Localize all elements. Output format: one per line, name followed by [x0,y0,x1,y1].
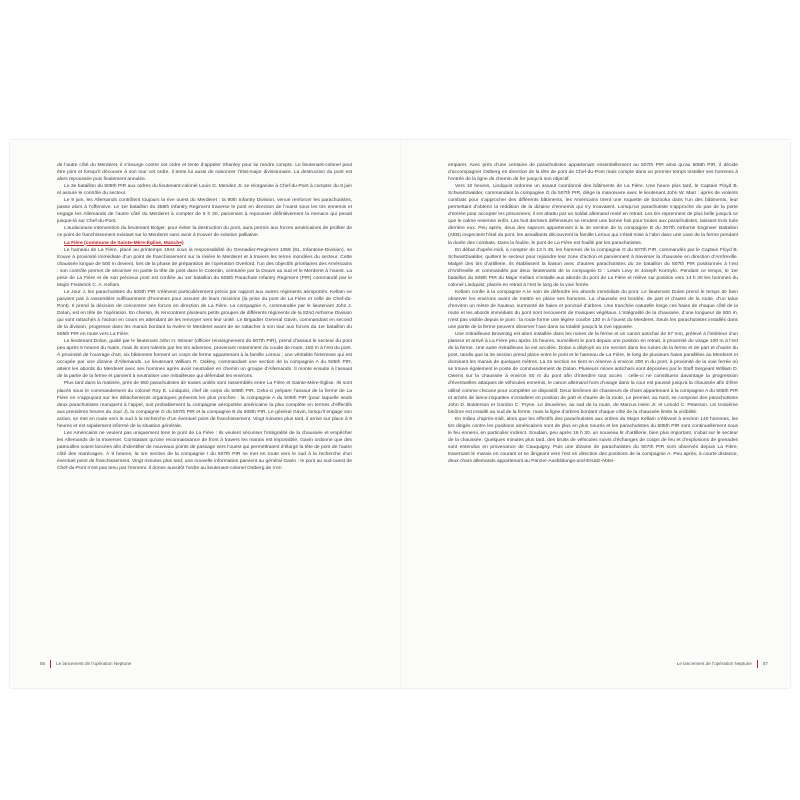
page-number: 57 [762,661,768,666]
right-page [400,140,790,688]
page-number: 56 [40,661,46,666]
body-paragraph: Le 9 juin, les Allemands contrôlent toujours la rive ouest du Merderet : la 90th Infantry Division, venue renforcer les parachutistes, passe alors à l’offensive. Le 1er bataillon du 358th Infantry Regiment traverse le pont en direction de l’ouest sous les tirs ennemis et engage les Allemands de l’autre côté du Merderet à compter de 5 h 30, parvenant à repousser définitivement la menace qui pesait jusque-là sur Chef-du-Pont. [57,198,352,225]
body-paragraph: Plus tard dans la matinée, près de 550 parachutistes de toutes unités sont rassemblés entre La Fière et Sainte-Mère-Église. Ils sont placés sous le commandement du colonel Roy E. Lindquist, chef de corps du 508th PIR. Celui-ci prépare l’assaut de la ferme de La Fière en s’appuyant sur les détachements organiques présents les plus proches : la compagnie A du 505th PIR (pour laquelle seuls deux parachutistes manquent à l’appel, soit probablement la compagnie aéroportée américaine la plus complète en termes d’effectifs aux premières heures du Jour J), la compagnie G du 507th PIR et la compagnie B du 508th PIR. Le général Gavin, lorsqu’il engage son action, se met en route vers le sud à la recherche d’un éventuel point de franchissement. Vingt minutes plus tard, il arrive sur place à 9 heures et est rapidement informé de la situation générale. [57,381,352,429]
body-paragraph: Vers 10 heures, Lindquist ordonne un assaut coordonné des bâtiments de La Fière. Une heure plus tard, le Captain Floyd B. Schwartzwalder, commandant la compagnie G du 507th PIR, dirige la manœuvre avec le lieutenant John W. Marr : après de violents combats pour s’approcher des différents bâtiments, les Américains tirent une roquette de bazooka dans l’un des bâtiments, leur permettant d’obtenir la reddition de la dizaine d’ennemis qui s’y trouvaient. Lorsqu’un parachutiste s’approche du pas de la porte d’entrée pour accepter les prisonniers, il est abattu par un soldat allemand resté en retrait. Les tirs reprennent de plus belle jusqu’à ce que le calme revienne enfin. Les huit derniers défenseurs se rendent une bonne fois pour toutes aux parachutistes, laissant trois tués derrière eux. Peu après, deux des sapeurs appartenant à la 3e section de la compagnie B du 307th Airborne Engineer Battalion (AEB) inspectent l’état du pont, les assaillants découvrent la famille Leroux qui s’était mise à l’abri dans une cave de la ferme pendant la durée des combats. Dans la foulée, le pont de La Fière est fouillé par les parachutistes. [448,184,738,246]
body-paragraph: Les Américains ne veulent pas uniquement tenir le pont de La Fière : ils veulent sécuriser l’intégralité de la chaussée et empêcher les Allemands de la traverser. Constatant qu’une reconnaissance de front à travers les marais est impossible, Gavin ordonne que des patrouilles soient lancées afin d’identifier de nouveaux points de passage vers l’ouest qui permettraient d’élargir la tête de pont de l’autre côté des marécages. À 9 heures, la 1re section de la compagnie I du 507th PIR se met en route vers le sud à la recherche d’un éventuel point de franchissement. Vingt minutes plus tard, une nouvelle information parvient au général Gavin : le pont au sud-ouest de Chef-du-Pont n’est pas tenu par l’ennemi. Il donne aussitôt l’ordre au lieutenant-colonel Ostberg de s’en [57,430,352,472]
body-paragraph: Le hameau de La Fière, placé au printemps 1944 sous la responsabilité du Grenadier-Regiment 1058 (91. Infanterie-Division), se trouve à proximité immédiate d’un point de franchissement sur la rivière le Merderet et à travers les terres inondées du secteur. Cette chaussée longue de 500 m devient, lors de la phase de préparation de l’opération Overlord, l’un des objectifs prioritaires des Américains : son contrôle permet de sécuriser en partie la tête de pont dans le Cotentin, ceinturée par la Douve au sud et le Merderet à l’ouest. La prise de La Fière et de son précieux pont est confiée au 1er bataillon du 505th Parachute Infantry Regiment (PIR) commandé par le Major Frederick C. A. Kellam. [57,247,352,288]
running-title: Le lancement de l’opération Neptune [676,661,752,666]
body-paragraph: En milieu d’après-midi, alors que les effectifs des parachutistes aux ordres du Major Kellam s’élèvent à environ 140 hommes, les tirs dirigés contre les positions américaines sont de plus en plus nourris et les parachutistes du 505th PIR sont continuellement sous le feu ennemi, en particulier indirect. Soudain, peu après 16 h 30, un nouveau tir d’artillerie, bien plus important, s’abat sur le secteur de la chaussée. Quelques minutes plus tard, des bruits de véhicules suivis d’échanges de coups de feu et d’explosions de grenades sont entendus en provenance de Cauquigny. Puis une dizaine de parachutistes du 507th PIR sont observés depuis La Fière, traversant le marais en courant et se dirigeant vers l’est en direction des positions de la compagnie A. Peu après, à courte distance, deux chars allemands appartenant au Panzer-Ausbildungs-und-Ersatz-Abtei- [448,416,738,464]
left-text-column [57,162,352,472]
footer-divider [50,660,51,668]
body-paragraph: Le Jour J, les parachutistes du 505th PIR s’élèvent particulièrement précis par rapport aux autres régiments aéroportés. Kellam ne parvient pas à rassembler suffisamment d’hommes pour assurer de leurs missions (la prise du pont de La Fière et celle de Chef-du-Pont). Il prend la décision de concentrer ses forces en direction de La Fière. La compagnie A, commandée par le lieutenant John J. Dolan, est en tête de l’opération. En chemin, ils rencontrent plusieurs petits groupes de différents régiments de la 82nd Airborne Division qui sont rattachés à l’action en cours en attendant de les renvoyer vers leur unité. Le Brigadier General Gavin, commandant en second de la division, progresse dans les marais bordant la rivière le Merderet avant de se rattacher à son tour aux forces du 1er bataillon du 505th PIR en route vers La Fière. [57,289,352,338]
body-paragraph: Une mitrailleuse Browning est alors installée dans les ruines de la ferme et un canon antichar de 57 mm, prélevé à l’intérieur d’un planeur et arrivé à La Fière peu après 15 heures, surveillent le pont depuis une position en retrait, à proximité du virage 100 m à l’est de la ferme. Une autre mitrailleuse lui est accolée. Dolan a déployé sa 1re section dans les ruines de la ferme et de part et d’autre du pont, tandis que la 3e section prend place entre le pont et le hameau de La Fière, le long de plusieurs haies parallèles au Merderet et dominant les marais de quelques mètres. La 2e section se tient en réserve à environ 300 m du pont, à proximité de la voie ferrée où se trouve également le poste de commandement de Dolan. Plusieurs mines antichars sont déposées par le Staff Sergeant William D. Owens sur la chaussée à environ 50 m du pont afin d’interdire tout accès : celle-ci ne constituera davantage la progression d’éventuelles attaques de véhicules ennemis, le canon allemand hors d’usage dans la cour est poussé jusqu’à la chaussée afin d’être utilisé comme chicane pour compléter ce dispositif. Deux binômes de chasseurs de chars appartenant à la compagnie A du 505th PIR et armés de lance-roquettes s’installent en position de part et d’autre de la route. Le premier, au nord, se compose des parachutistes John D. Bolderson et Gordon C. Pryne. Le deuxième, au sud de la route, de Marcus Heim Jr. et Lenold C. Peterson. Un troisième binôme est installé au sud de la ferme, mais la ligne d’arbres bordant chaque côté de la chaussée limite la visibilité. [448,332,738,415]
right-footer [677,660,768,668]
section-heading: La Fière (commune de Sainte-Mère-Église, Manche) [64,240,184,246]
left-page [10,140,400,688]
body-paragraph: emparer. Avec près d’une centaine de parachutistes appartenant essentiellement au 507th PIR ainsi qu’au 508th PIR, il décide d’accompagner Ostberg en direction de la tête de pont de Chef-du-Pont mais compte dans un premier temps installer ses hommes à l’entrée de la ligne de chemin de fer jusqu’à son objectif. [448,163,738,183]
body-paragraph: Kellam confie à la compagnie A le soin de défendre les abords immédiats du pont. Le lieutenant Dolan prend le temps de bien observer les environs avant de mettre en place ses hommes. La chaussée est bordée, de part et d’autre de la route, d’un talus d’environ un mètre de hauteur, surmonté de haies et ponctué d’arbres. Une tranchée naturelle longe ces haies de chaque côté de la route et les abords immédiats du pont sont recouverts de masques végétaux. L’intégralité de la chaussée, d’une longueur de 500 m, n’est pas visible depuis le pont : la route forme une légère courbe 130 m à l’ouest du Merderet. Seuls les parachutistes installés dans une partie de la ferme peuvent observer l’axe dans sa totalité jusqu’à la rive opposée. [448,289,738,331]
left-footer [40,660,131,668]
body-paragraph: En début d’après-midi, à compter de 13 h 45, les hommes de la compagnie G du 507th PIR, commandés par le Captain Floyd B. Schwartzwalder, quittent le secteur pour rejoindre leur zone d’action et parviennent à traverser la chaussée en direction d’Amfreville. Malgré des tirs d’artillerie, ils établissent la liaison avec d’autres parachutistes du 2e bataillon du 507th PIR positionnés à l’est d’Amfreville et commandés par deux lieutenants de la compagnie D : Lewis Levy et Joseph Kormylo. Pendant ce temps, le 1er bataillon du 505th PIR du Major Kellam s’installe aux abords du pont de La Fière et relève sur position vers 14 h 30 les hommes du colonel Lindquist, placés en retrait à l’est le long de la voie ferrée. [448,247,738,288]
body-paragraph: Le lieutenant Dolan, guidé par le lieutenant John H. Wisner (officier renseignement du 507th PIR), prend d’assaut le secteur du pont peu après 6 heures du matin, mais ils sont ralentis par les tirs adverses, provenant notamment du coude de route, 150 m à l’est du pont. À proximité de l’ouvrage d’art, six bâtiments forment un corps de ferme appartenant à la famille Leroux ; une véritable forteresse qui est occupée par une dizaine d’Allemands. Le lieutenant William R. Oakley, commandant une section de la compagnie A du 505th PIR, atteint les abords du Merderet avec ses hommes après avoir neutralisé en chemin un groupe d’Allemands. Il monte ensuite à l’assaut de la partie de la ferme et parvient à neutraliser une mitrailleuse qui défendait les environs. [57,339,352,380]
body-paragraph: de l’autre côté du Merderet, il s’insurge contre cet ordre et tente d’appeler Shanley pour lui rendre compte. Le lieutenant-colonel peut être joint et lorsqu’il découvre à son tour cet ordre, il tente lui aussi de raisonner l’état-major divisionnaire. La destruction du pont est alors repoussée puis finalement annulée. [57,163,352,183]
body-paragraph: L’audacieuse intervention du lieutenant Bolger, pour éviter la destruction du pont, aura permis aux forces américaines de profiter de ce point de franchissement existant sur le Merderet sans avoir à trouver de solution palliative. [57,226,352,239]
right-text-column [448,162,738,465]
book-spread [10,140,790,688]
body-paragraph: Le 3e bataillon du 508th PIR aux ordres du lieutenant-colonel Louis G. Mendez Jr. se réorganise à Chef-du-Pont à compter du 8 juin et assure le contrôle du secteur. [57,184,352,197]
footer-divider [757,660,758,668]
running-title: Le lancement de l’opération Neptune [56,661,132,666]
